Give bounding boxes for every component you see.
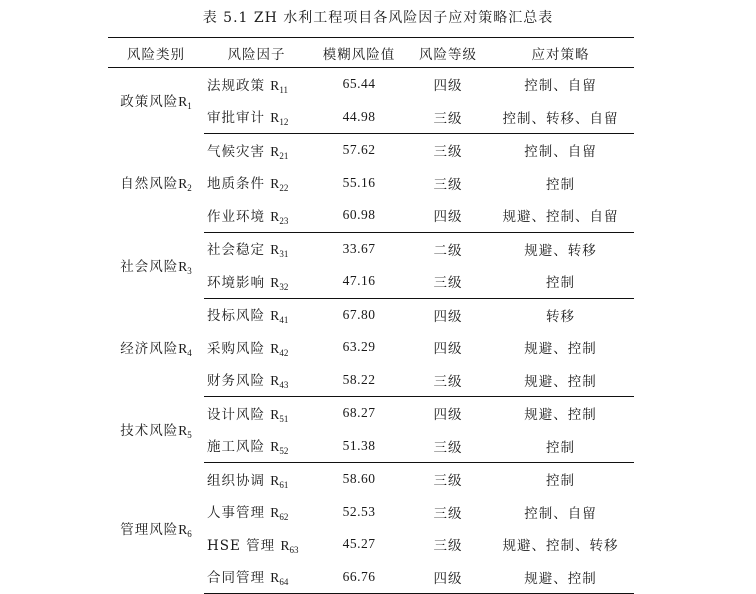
factor-code-subscript: 42: [279, 347, 289, 358]
header-risk-level: 风险等级: [409, 38, 487, 68]
risk-category-cell: [108, 298, 204, 397]
response-strategy-cell: 规避、控制: [487, 364, 634, 397]
factor-code-subscript: 51: [279, 413, 289, 424]
category-code-subscript: 2: [187, 183, 192, 194]
fuzzy-risk-value-cell: 52.53: [342, 503, 376, 519]
factor-name: 人事管理: [207, 505, 265, 522]
fuzzy-risk-value-cell: 55.16: [342, 174, 376, 190]
category-name: 社会风险: [120, 258, 179, 275]
category-code: R: [178, 340, 188, 356]
factor-name: 投标风险: [207, 308, 265, 325]
risk-level-cell: 三级: [433, 473, 463, 490]
factor-code: R: [270, 176, 280, 192]
category-code: R: [178, 94, 188, 110]
fuzzy-risk-value-cell: 63.29: [342, 339, 376, 355]
response-strategy-cell: 控制: [546, 176, 575, 193]
risk-level-cell: 四级: [409, 199, 487, 232]
factor-code-subscript: 31: [279, 249, 289, 260]
category-code: R: [178, 521, 188, 537]
fuzzy-risk-value-cell: 44.98: [309, 101, 409, 134]
category-code-subscript: 1: [187, 101, 192, 112]
response-strategy-cell: 规避、控制: [524, 407, 597, 424]
risk-factor-cell: [204, 463, 309, 496]
factor-code-subscript: 21: [279, 150, 289, 161]
factor-code-subscript: 22: [279, 183, 289, 194]
factor-code: R: [270, 308, 280, 324]
risk-category-cell: [108, 134, 204, 233]
factor-code: R: [270, 77, 280, 93]
fuzzy-risk-value-cell: 60.98: [309, 199, 409, 232]
fuzzy-risk-value-cell: 33.67: [342, 240, 376, 256]
category-name: 政策风险: [120, 94, 179, 111]
risk-level-cell: 四级: [433, 78, 463, 95]
factor-name: 合同管理: [207, 570, 265, 587]
factor-code-subscript: 43: [279, 380, 289, 391]
factor-name: 审批审计: [207, 110, 265, 127]
risk-category-cell: [108, 68, 204, 134]
table-row: [108, 298, 634, 331]
table-header-row: [108, 38, 634, 68]
table-row: [108, 232, 634, 265]
factor-name: 环境影响: [207, 274, 265, 291]
risk-factor-cell: [204, 232, 309, 265]
factor-name: 组织协调: [207, 472, 265, 489]
category-code-subscript: 4: [187, 347, 192, 358]
risk-factor-cell: [204, 265, 309, 298]
category-name: 技术风险: [120, 423, 179, 439]
category-name: 自然风险: [120, 176, 179, 193]
factor-name: 气候灾害: [207, 143, 265, 160]
fuzzy-risk-value-cell: 58.60: [342, 471, 376, 487]
category-name: 管理风险: [120, 521, 179, 538]
risk-level-cell: 三级: [433, 505, 463, 522]
risk-factor-cell: [204, 134, 309, 167]
response-strategy-cell: 控制、自留: [524, 78, 597, 95]
response-strategy-cell: 控制、自留: [524, 505, 597, 522]
factor-code-subscript: 63: [289, 544, 299, 555]
category-code-subscript: 6: [187, 528, 192, 539]
risk-category-cell: [108, 232, 204, 298]
header-response-strategy: 应对策略: [487, 38, 634, 68]
factor-code: R: [270, 340, 280, 356]
category-code: R: [178, 258, 188, 274]
response-strategy-cell: 控制、自留: [524, 144, 597, 161]
factor-code-subscript: 62: [279, 512, 289, 523]
risk-level-cell: 四级: [433, 341, 463, 358]
factor-code: R: [270, 406, 280, 422]
factor-code: R: [270, 472, 280, 488]
factor-code-subscript: 61: [279, 479, 289, 490]
response-strategy-cell: 控制、转移、自留: [487, 101, 634, 134]
risk-level-cell: 三级: [433, 144, 463, 161]
risk-factor-cell: [204, 331, 309, 364]
header-fuzzy-risk-value: 模糊风险值: [309, 38, 409, 68]
risk-level-cell: 四级: [409, 561, 487, 594]
risk-level-cell: 三级: [409, 101, 487, 134]
fuzzy-risk-value-cell: 68.27: [342, 405, 376, 421]
factor-name: 财务风险: [207, 373, 265, 390]
factor-code-subscript: 11: [279, 84, 288, 95]
response-strategy-cell: 控制: [487, 430, 634, 463]
factor-name: 社会稳定: [207, 242, 265, 259]
factor-name: 作业环境: [207, 208, 265, 225]
response-strategy-cell: 控制: [487, 265, 634, 298]
factor-code: R: [270, 110, 280, 126]
risk-level-cell: 二级: [433, 242, 463, 259]
fuzzy-risk-value-cell: 47.16: [309, 265, 409, 298]
fuzzy-risk-value-cell: 67.80: [342, 306, 376, 322]
factor-code-subscript: 52: [279, 446, 289, 457]
table-caption: 表 5.1 ZH 水利工程项目各风险因子应对策略汇总表: [202, 10, 554, 26]
table-row: [108, 134, 634, 167]
fuzzy-risk-value-cell: 57.62: [342, 142, 376, 158]
table-row: [108, 463, 634, 496]
response-strategy-cell: 规避、控制、自留: [487, 199, 634, 232]
factor-code: R: [270, 208, 280, 224]
risk-level-cell: 四级: [433, 308, 463, 325]
risk-level-cell: 四级: [433, 407, 463, 424]
factor-name: HSE 管理: [207, 537, 276, 554]
factor-name: 设计风险: [207, 406, 265, 423]
fuzzy-risk-value-cell: 65.44: [342, 76, 376, 92]
table-row: [108, 68, 634, 101]
header-risk-factor: 风险因子: [204, 38, 309, 68]
factor-name: 法规政策: [207, 77, 265, 94]
risk-factor-cell: [204, 528, 309, 561]
factor-code: R: [270, 439, 280, 455]
risk-level-cell: 三级: [433, 176, 463, 193]
factor-code-subscript: 41: [279, 315, 289, 326]
category-code-subscript: 3: [187, 265, 192, 276]
factor-name: 施工风险: [207, 439, 265, 456]
table-body: [108, 68, 634, 594]
category-code-subscript: 5: [187, 430, 192, 440]
response-strategy-cell: 规避、控制: [487, 561, 634, 594]
risk-factor-cell: [204, 167, 309, 200]
risk-level-cell: 三级: [433, 538, 463, 555]
fuzzy-risk-value-cell: 66.76: [309, 561, 409, 594]
factor-code: R: [280, 537, 290, 553]
factor-code: R: [270, 143, 280, 159]
category-code: R: [178, 176, 188, 192]
category-name: 经济风险: [120, 340, 179, 357]
category-code: R: [178, 423, 188, 438]
risk-level-cell: 三级: [409, 430, 487, 463]
response-strategy-cell: 规避、控制: [524, 341, 597, 358]
fuzzy-risk-value-cell: 58.22: [309, 364, 409, 397]
factor-name: 采购风险: [207, 340, 265, 357]
fuzzy-risk-value-cell: 51.38: [309, 430, 409, 463]
response-strategy-cell: 规避、控制、转移: [502, 538, 619, 555]
risk-factor-cell: [204, 101, 309, 134]
factor-code: R: [270, 505, 280, 521]
risk-factor-cell: [204, 68, 309, 101]
header-risk-category: 风险类别: [108, 38, 204, 68]
factor-code: R: [270, 242, 280, 258]
fuzzy-risk-value-cell: 45.27: [342, 536, 376, 552]
risk-strategy-table: [108, 37, 634, 594]
risk-factor-cell: [204, 364, 309, 397]
factor-code-subscript: 12: [279, 117, 289, 128]
factor-code: R: [270, 570, 280, 586]
risk-factor-cell: [204, 496, 309, 529]
factor-code: R: [270, 373, 280, 389]
risk-factor-cell: [204, 561, 309, 594]
risk-factor-cell: [204, 397, 309, 430]
factor-code-subscript: 64: [279, 577, 289, 588]
risk-factor-cell: [204, 298, 309, 331]
risk-factor-cell: [204, 199, 309, 232]
factor-code-subscript: 23: [279, 215, 289, 226]
factor-name: 地质条件: [207, 176, 265, 193]
factor-code: R: [270, 274, 280, 290]
risk-category-cell: [108, 463, 204, 594]
table-row: [108, 397, 634, 430]
factor-code-subscript: 32: [279, 281, 289, 292]
risk-level-cell: 三级: [409, 364, 487, 397]
risk-level-cell: 三级: [409, 265, 487, 298]
risk-factor-cell: [204, 430, 309, 463]
response-strategy-cell: 控制: [546, 473, 575, 490]
response-strategy-cell: 规避、转移: [524, 242, 597, 259]
response-strategy-cell: 转移: [546, 308, 575, 325]
risk-category-cell: [108, 397, 204, 463]
